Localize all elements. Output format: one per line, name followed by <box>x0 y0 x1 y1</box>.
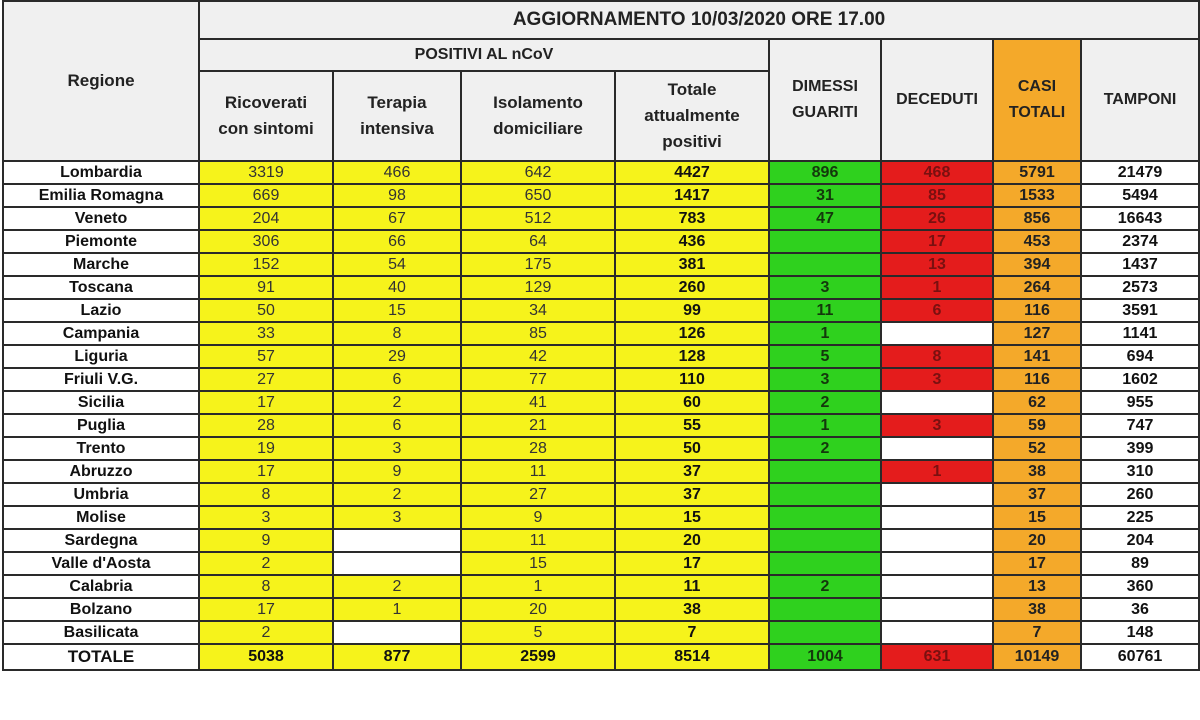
table-row <box>3 230 1199 253</box>
cell-tamponi: 21479 <box>1081 161 1199 184</box>
header-terapia-line: intensiva <box>360 119 434 138</box>
cell-ricoverati: 8 <box>199 483 333 506</box>
cell-dimessi: 47 <box>769 207 881 230</box>
cell-deceduti: 85 <box>881 184 993 207</box>
cell-regione: Sardegna <box>3 529 199 552</box>
cell-isolamento: 2599 <box>461 644 615 670</box>
cell-ricoverati: 152 <box>199 253 333 276</box>
cell-casi: 13 <box>993 575 1081 598</box>
cell-tamponi: 89 <box>1081 552 1199 575</box>
cell-ricoverati: 8 <box>199 575 333 598</box>
cell-deceduti: 17 <box>881 230 993 253</box>
cell-regione: Abruzzo <box>3 460 199 483</box>
cell-tamponi: 694 <box>1081 345 1199 368</box>
table-row <box>3 598 1199 621</box>
cell-isolamento: 77 <box>461 368 615 391</box>
cell-terapia: 6 <box>333 368 461 391</box>
table-row <box>3 575 1199 598</box>
page-title: AGGIORNAMENTO 10/03/2020 ORE 17.00 <box>199 1 1199 39</box>
table-row <box>3 253 1199 276</box>
cell-casi: 62 <box>993 391 1081 414</box>
header-casi-line: TOTALI <box>1008 104 1066 121</box>
cell-deceduti: 468 <box>881 161 993 184</box>
header-ricoverati-line: con sintomi <box>218 119 314 138</box>
cell-dimessi: 11 <box>769 299 881 322</box>
cell-ricoverati: 204 <box>199 207 333 230</box>
cell-deceduti <box>881 506 993 529</box>
cell-tamponi: 2374 <box>1081 230 1199 253</box>
cell-tamponi: 260 <box>1081 483 1199 506</box>
cell-totale-positivi: 37 <box>615 483 769 506</box>
cell-dimessi <box>769 598 881 621</box>
table-row <box>3 506 1199 529</box>
cell-deceduti <box>881 322 993 345</box>
cell-totale-positivi: 110 <box>615 368 769 391</box>
cell-casi: 7 <box>993 621 1081 644</box>
cell-deceduti: 8 <box>881 345 993 368</box>
header-isolamento-line: domiciliare <box>493 119 583 138</box>
table-row <box>3 276 1199 299</box>
table-row <box>3 368 1199 391</box>
cell-terapia: 6 <box>333 414 461 437</box>
cell-ricoverati: 2 <box>199 552 333 575</box>
cell-terapia: 877 <box>333 644 461 670</box>
cell-regione: Bolzano <box>3 598 199 621</box>
cell-regione: Basilicata <box>3 621 199 644</box>
cell-deceduti: 3 <box>881 368 993 391</box>
cell-isolamento: 129 <box>461 276 615 299</box>
cell-deceduti: 1 <box>881 276 993 299</box>
cell-dimessi <box>769 529 881 552</box>
cell-dimessi <box>769 460 881 483</box>
cell-ricoverati: 5038 <box>199 644 333 670</box>
cell-dimessi <box>769 253 881 276</box>
cell-ricoverati: 57 <box>199 345 333 368</box>
cell-terapia: 2 <box>333 483 461 506</box>
header-casi-totali <box>993 39 1081 161</box>
cell-tamponi: 2573 <box>1081 276 1199 299</box>
cell-isolamento: 5 <box>461 621 615 644</box>
table-row <box>3 414 1199 437</box>
cell-terapia: 54 <box>333 253 461 276</box>
cell-casi: 141 <box>993 345 1081 368</box>
cell-casi: 10149 <box>993 644 1081 670</box>
cell-totale-positivi: 260 <box>615 276 769 299</box>
cell-tamponi: 1141 <box>1081 322 1199 345</box>
header-isolamento-line: Isolamento <box>493 93 583 112</box>
cell-isolamento: 650 <box>461 184 615 207</box>
cell-totale-positivi: 55 <box>615 414 769 437</box>
cell-deceduti: 6 <box>881 299 993 322</box>
cell-dimessi <box>769 506 881 529</box>
cell-regione: Campania <box>3 322 199 345</box>
header-terapia <box>333 71 461 161</box>
cell-ricoverati: 17 <box>199 598 333 621</box>
cell-dimessi: 1 <box>769 414 881 437</box>
cell-casi: 5791 <box>993 161 1081 184</box>
cell-deceduti <box>881 575 993 598</box>
cell-regione: Friuli V.G. <box>3 368 199 391</box>
header-casi-line: CASI <box>1017 78 1057 95</box>
cell-ricoverati: 669 <box>199 184 333 207</box>
cell-deceduti <box>881 391 993 414</box>
cell-regione: Valle d'Aosta <box>3 552 199 575</box>
cell-dimessi: 896 <box>769 161 881 184</box>
header-isolamento <box>461 71 615 161</box>
header-positivi-group: POSITIVI AL nCoV <box>199 39 769 71</box>
cell-totale-positivi: 4427 <box>615 161 769 184</box>
header-dimessi <box>769 39 881 161</box>
cell-totale-positivi: 50 <box>615 437 769 460</box>
table-row <box>3 621 1199 644</box>
cell-terapia: 29 <box>333 345 461 368</box>
cell-isolamento: 11 <box>461 529 615 552</box>
cell-deceduti <box>881 621 993 644</box>
cell-isolamento: 1 <box>461 575 615 598</box>
header-tamponi: TAMPONI <box>1081 39 1199 161</box>
cell-isolamento: 85 <box>461 322 615 345</box>
cell-isolamento: 27 <box>461 483 615 506</box>
cell-dimessi <box>769 552 881 575</box>
cell-ricoverati: 17 <box>199 391 333 414</box>
cell-dimessi <box>769 230 881 253</box>
cell-tamponi: 310 <box>1081 460 1199 483</box>
cell-tamponi: 36 <box>1081 598 1199 621</box>
cell-tamponi: 399 <box>1081 437 1199 460</box>
cell-dimessi: 3 <box>769 276 881 299</box>
cell-deceduti <box>881 598 993 621</box>
cell-dimessi: 2 <box>769 437 881 460</box>
cell-casi: 116 <box>993 368 1081 391</box>
cell-casi: 20 <box>993 529 1081 552</box>
cell-totale-positivi: 11 <box>615 575 769 598</box>
cell-totale-positivi: 38 <box>615 598 769 621</box>
cell-ricoverati: 306 <box>199 230 333 253</box>
cell-isolamento: 42 <box>461 345 615 368</box>
cell-terapia: 15 <box>333 299 461 322</box>
cell-isolamento: 41 <box>461 391 615 414</box>
cell-regione: Puglia <box>3 414 199 437</box>
table-row <box>3 437 1199 460</box>
cell-casi: 394 <box>993 253 1081 276</box>
header-totale-line: attualmente <box>644 106 740 125</box>
cell-isolamento: 34 <box>461 299 615 322</box>
table-row <box>3 161 1199 184</box>
cell-deceduti: 26 <box>881 207 993 230</box>
cell-totale-positivi: 60 <box>615 391 769 414</box>
cell-tamponi: 1437 <box>1081 253 1199 276</box>
cell-regione: Trento <box>3 437 199 460</box>
header-dimessi-line: DIMESSI <box>792 78 858 95</box>
cell-regione: Emilia Romagna <box>3 184 199 207</box>
cell-tamponi: 16643 <box>1081 207 1199 230</box>
cell-regione: Marche <box>3 253 199 276</box>
cell-casi: 116 <box>993 299 1081 322</box>
cell-ricoverati: 27 <box>199 368 333 391</box>
title-row <box>3 1 1199 39</box>
cell-terapia: 9 <box>333 460 461 483</box>
cell-regione: TOTALE <box>3 644 199 670</box>
cell-isolamento: 9 <box>461 506 615 529</box>
total-row <box>3 644 1199 670</box>
cell-casi: 37 <box>993 483 1081 506</box>
cell-isolamento: 15 <box>461 552 615 575</box>
cell-terapia: 66 <box>333 230 461 253</box>
table-row <box>3 345 1199 368</box>
cell-casi: 17 <box>993 552 1081 575</box>
cell-tamponi: 3591 <box>1081 299 1199 322</box>
header-terapia-line: Terapia <box>367 93 427 112</box>
cell-dimessi: 1 <box>769 322 881 345</box>
table-row <box>3 529 1199 552</box>
cell-tamponi: 1602 <box>1081 368 1199 391</box>
table-row <box>3 460 1199 483</box>
cell-regione: Molise <box>3 506 199 529</box>
cell-totale-positivi: 15 <box>615 506 769 529</box>
cell-deceduti: 631 <box>881 644 993 670</box>
cell-regione: Liguria <box>3 345 199 368</box>
cell-deceduti: 1 <box>881 460 993 483</box>
cell-tamponi: 148 <box>1081 621 1199 644</box>
cell-dimessi: 2 <box>769 391 881 414</box>
cell-deceduti <box>881 529 993 552</box>
cell-ricoverati: 3319 <box>199 161 333 184</box>
cell-regione: Piemonte <box>3 230 199 253</box>
table-row <box>3 483 1199 506</box>
cell-totale-positivi: 20 <box>615 529 769 552</box>
cell-totale-positivi: 783 <box>615 207 769 230</box>
cell-totale-positivi: 381 <box>615 253 769 276</box>
cell-casi: 52 <box>993 437 1081 460</box>
cell-ricoverati: 50 <box>199 299 333 322</box>
table-row <box>3 184 1199 207</box>
table-row <box>3 322 1199 345</box>
cell-casi: 15 <box>993 506 1081 529</box>
cell-totale-positivi: 99 <box>615 299 769 322</box>
cell-ricoverati: 9 <box>199 529 333 552</box>
table-row <box>3 207 1199 230</box>
header-dimessi-line: GUARITI <box>792 104 858 121</box>
table-body <box>3 161 1199 670</box>
cell-ricoverati: 2 <box>199 621 333 644</box>
cell-casi: 38 <box>993 598 1081 621</box>
cell-ricoverati: 3 <box>199 506 333 529</box>
cell-terapia: 2 <box>333 575 461 598</box>
cell-tamponi: 225 <box>1081 506 1199 529</box>
cell-regione: Veneto <box>3 207 199 230</box>
header-regione: Regione <box>3 1 199 161</box>
cell-ricoverati: 91 <box>199 276 333 299</box>
cell-ricoverati: 28 <box>199 414 333 437</box>
cell-isolamento: 512 <box>461 207 615 230</box>
cell-terapia: 3 <box>333 506 461 529</box>
cell-tamponi: 747 <box>1081 414 1199 437</box>
cell-dimessi: 5 <box>769 345 881 368</box>
cell-totale-positivi: 8514 <box>615 644 769 670</box>
cell-terapia: 3 <box>333 437 461 460</box>
cell-ricoverati: 19 <box>199 437 333 460</box>
cell-deceduti <box>881 483 993 506</box>
header-ricoverati-line: Ricoverati <box>224 93 308 112</box>
cell-isolamento: 64 <box>461 230 615 253</box>
cell-tamponi: 204 <box>1081 529 1199 552</box>
cell-isolamento: 642 <box>461 161 615 184</box>
cell-terapia: 67 <box>333 207 461 230</box>
cell-dimessi <box>769 483 881 506</box>
header-deceduti: DECEDUTI <box>881 39 993 161</box>
cell-deceduti: 13 <box>881 253 993 276</box>
cell-totale-positivi: 7 <box>615 621 769 644</box>
cell-dimessi: 31 <box>769 184 881 207</box>
cell-totale-positivi: 1417 <box>615 184 769 207</box>
table-row <box>3 391 1199 414</box>
cell-totale-positivi: 37 <box>615 460 769 483</box>
cell-regione: Lombardia <box>3 161 199 184</box>
header-ricoverati <box>199 71 333 161</box>
cell-casi: 59 <box>993 414 1081 437</box>
cell-terapia <box>333 552 461 575</box>
covid-regional-table <box>2 0 1200 671</box>
cell-terapia <box>333 529 461 552</box>
cell-isolamento: 20 <box>461 598 615 621</box>
header-totale-positivi <box>615 71 769 161</box>
cell-tamponi: 360 <box>1081 575 1199 598</box>
cell-dimessi: 3 <box>769 368 881 391</box>
cell-deceduti: 3 <box>881 414 993 437</box>
cell-casi: 127 <box>993 322 1081 345</box>
cell-isolamento: 28 <box>461 437 615 460</box>
cell-casi: 264 <box>993 276 1081 299</box>
cell-dimessi: 2 <box>769 575 881 598</box>
cell-terapia: 2 <box>333 391 461 414</box>
header-totale-line: positivi <box>662 132 722 151</box>
cell-tamponi: 955 <box>1081 391 1199 414</box>
cell-tamponi: 5494 <box>1081 184 1199 207</box>
cell-regione: Lazio <box>3 299 199 322</box>
cell-regione: Umbria <box>3 483 199 506</box>
cell-totale-positivi: 17 <box>615 552 769 575</box>
cell-totale-positivi: 436 <box>615 230 769 253</box>
table-row <box>3 552 1199 575</box>
cell-regione: Calabria <box>3 575 199 598</box>
cell-totale-positivi: 128 <box>615 345 769 368</box>
cell-isolamento: 21 <box>461 414 615 437</box>
cell-regione: Sicilia <box>3 391 199 414</box>
cell-regione: Toscana <box>3 276 199 299</box>
cell-totale-positivi: 126 <box>615 322 769 345</box>
cell-terapia: 40 <box>333 276 461 299</box>
cell-ricoverati: 17 <box>199 460 333 483</box>
cell-terapia: 1 <box>333 598 461 621</box>
cell-deceduti <box>881 552 993 575</box>
cell-casi: 856 <box>993 207 1081 230</box>
cell-casi: 38 <box>993 460 1081 483</box>
cell-terapia <box>333 621 461 644</box>
cell-isolamento: 175 <box>461 253 615 276</box>
cell-dimessi <box>769 621 881 644</box>
table-row <box>3 299 1199 322</box>
cell-terapia: 8 <box>333 322 461 345</box>
cell-casi: 1533 <box>993 184 1081 207</box>
header-totale-line: Totale <box>667 80 717 99</box>
cell-tamponi: 60761 <box>1081 644 1199 670</box>
cell-terapia: 466 <box>333 161 461 184</box>
cell-terapia: 98 <box>333 184 461 207</box>
cell-isolamento: 11 <box>461 460 615 483</box>
cell-ricoverati: 33 <box>199 322 333 345</box>
cell-deceduti <box>881 437 993 460</box>
cell-casi: 453 <box>993 230 1081 253</box>
cell-dimessi: 1004 <box>769 644 881 670</box>
